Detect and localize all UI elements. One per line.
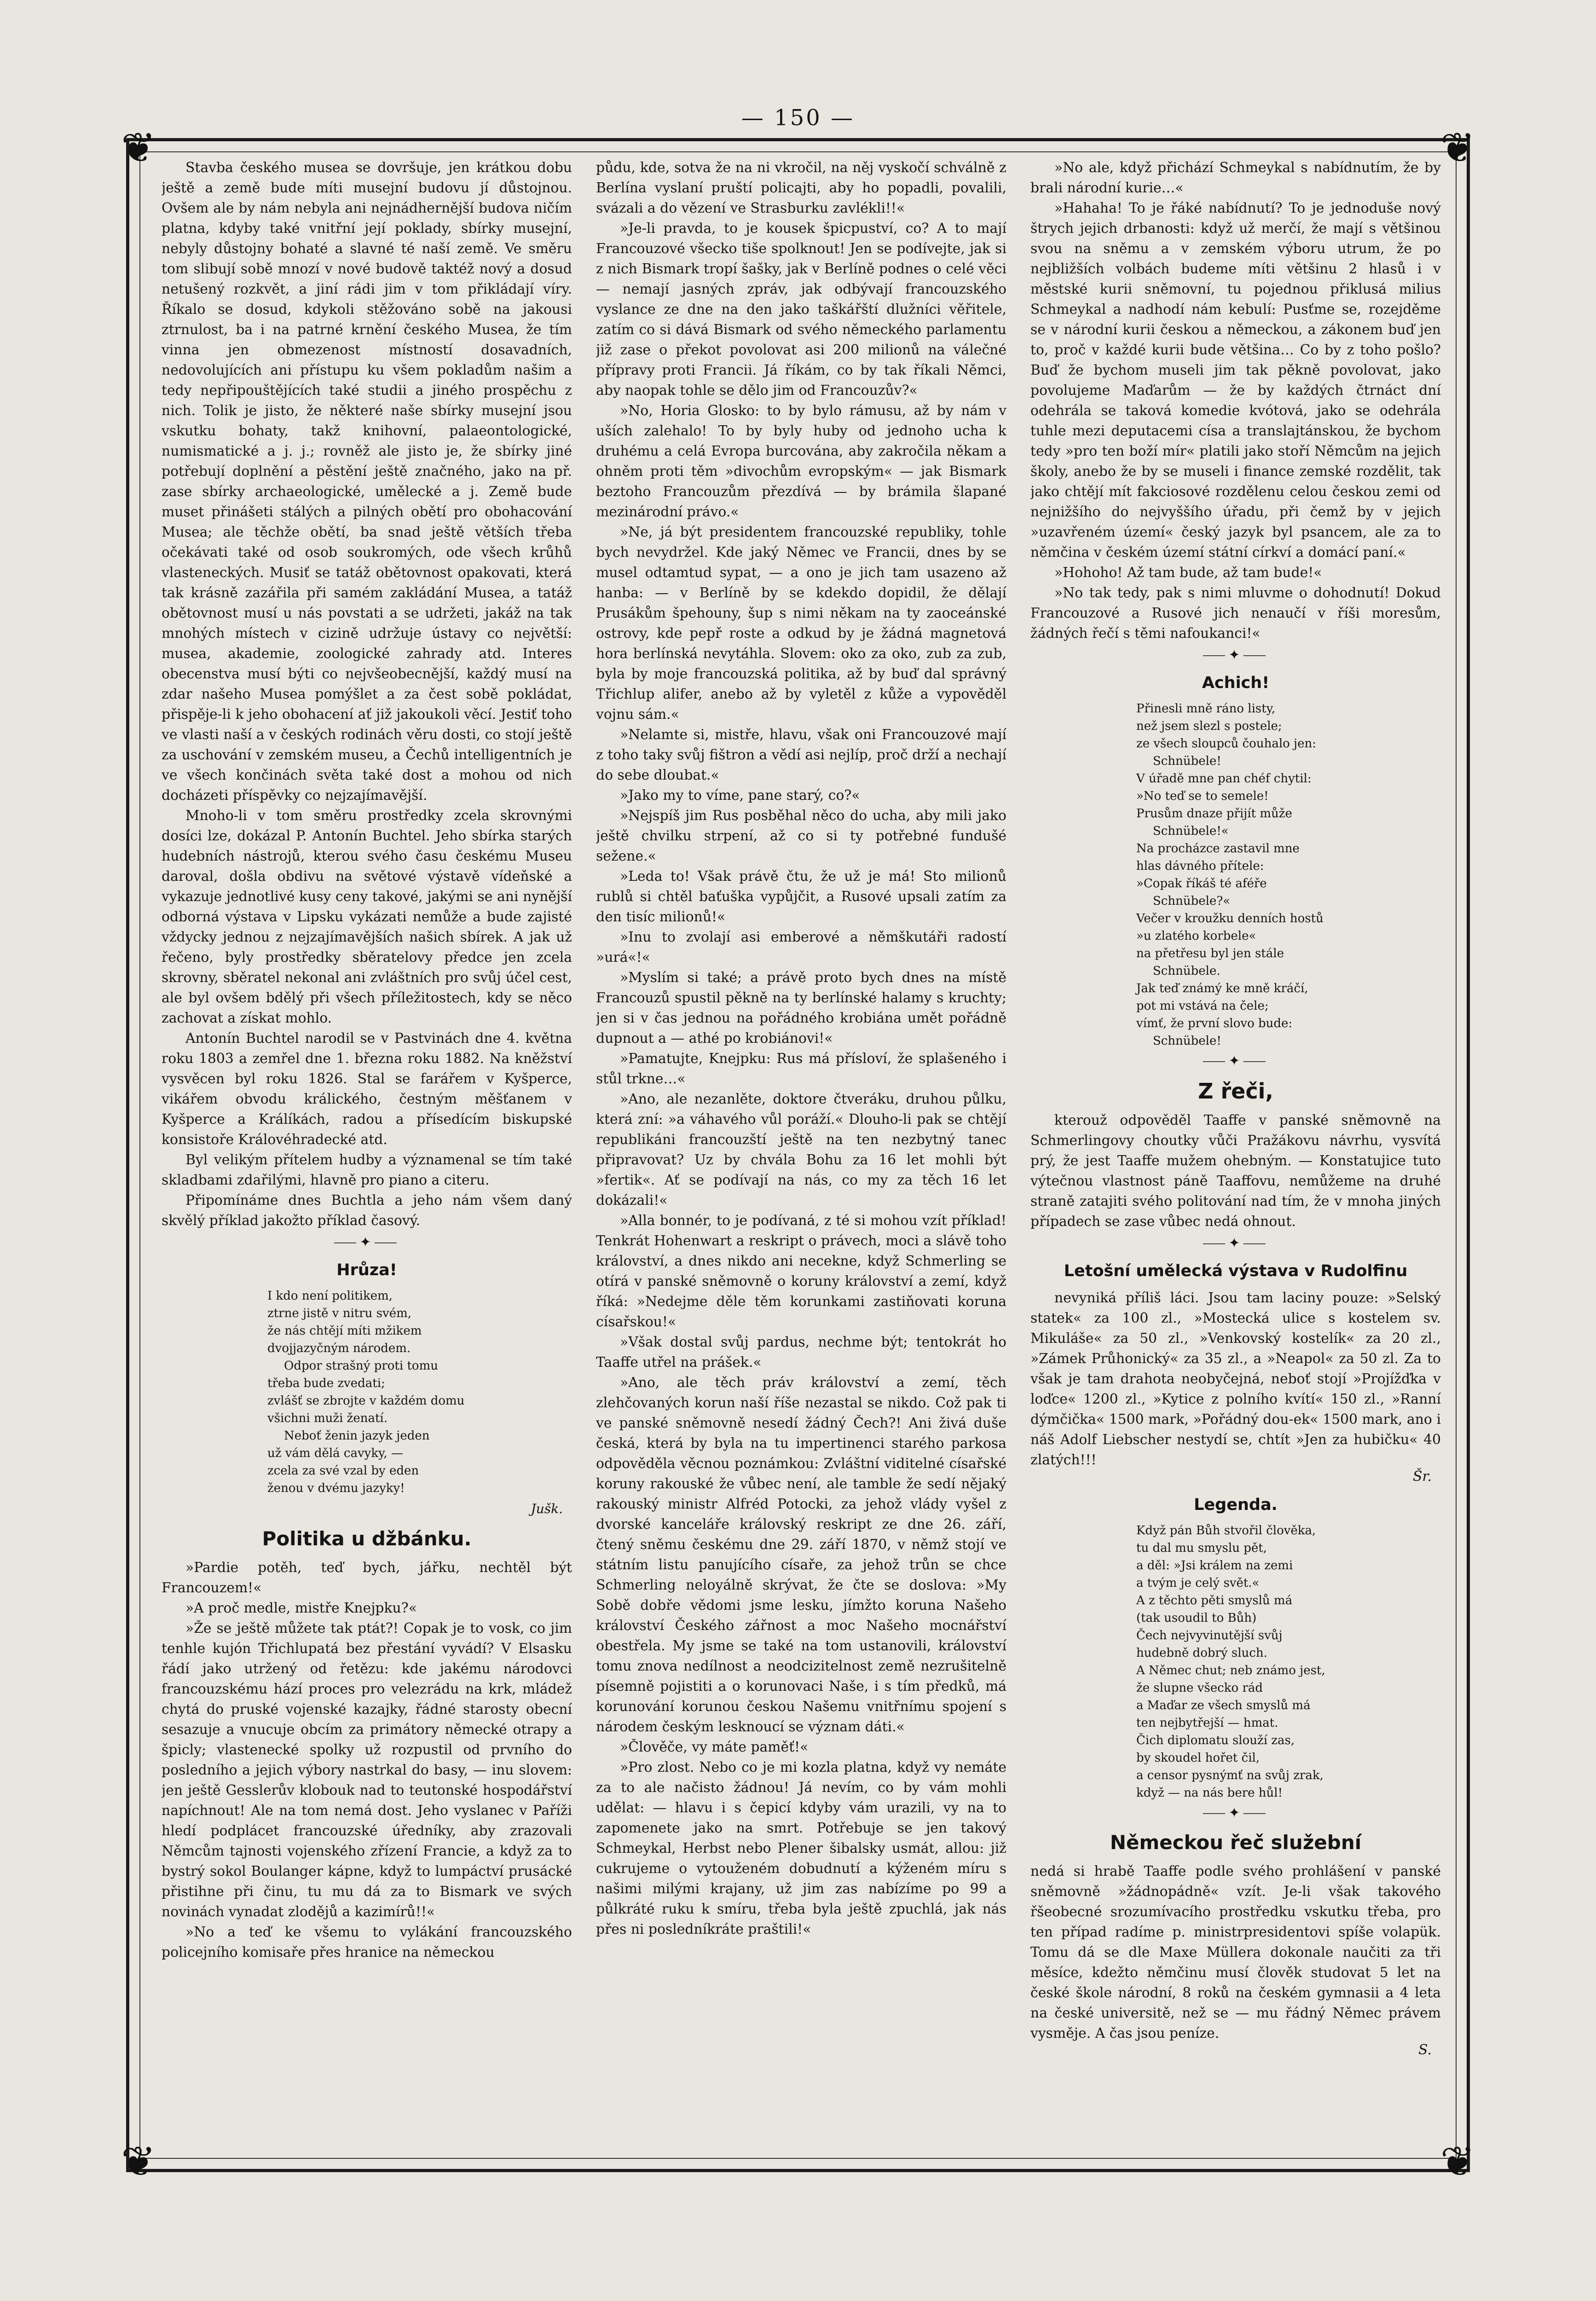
poem-line: ten nejbytřejší — hmat.	[1136, 1716, 1278, 1730]
museum-paragraph: Byl velikým přítelem hudby a významenal se tím také skladbami zdařilými, hlavně pro piano a citeru.	[162, 1152, 572, 1188]
poem-refrain: Schnübele?«	[1153, 894, 1231, 908]
poem-line: A z těchto pěti smyslů má	[1136, 1594, 1293, 1607]
poem-refrain: Schnübele!	[1153, 1034, 1221, 1048]
poem-line: třeba bude zvedati;	[267, 1376, 385, 1390]
dialogue-paragraph: »No ale, když přichází Schmeykal s nabídnutím, že by brali národní kurie…«	[1030, 160, 1441, 196]
poem-line: A Němec chut; neb známo jest,	[1136, 1664, 1325, 1677]
poem-line: Neboť ženin jazyk jeden	[284, 1429, 430, 1443]
poem-line: Jak teď známý ke mně kráčí,	[1136, 982, 1308, 995]
poem-title-achich: Achich!	[1202, 674, 1270, 692]
poem-line: Čech nejvyvinutější svůj	[1136, 1629, 1283, 1642]
poem-title-legenda: Legenda.	[1194, 1496, 1278, 1514]
poem-refrain: Schnübele.	[1153, 964, 1220, 978]
museum-paragraph: Antonín Buchtel narodil se v Pastvinách dne 4. května roku 1803 a zemřel dne 1. března roku 1882. Na kněžství vysvěcen byl roku 1826. Stal se farářem v Kyšperce, vikářem obvodu králického, čestným měšťanem v Kyšperce a Králíkách, radou a přísedícím biskupské konsistoře Královéhradecké atd.	[162, 1030, 572, 1148]
dialogue-paragraph: »Ano, ale těch práv království a zemí, těch zlehčovaných korun naší říše nezastal se nikdo. Což pak ti ve panské sněmovně nesedí žádný Čech?! Ani živá duše česká, která by byla na tu impertinenci starého parkosa odpověděla věcnou poznámkou: Zvláštní viditelné císařské koruny rakouské že vůbec není, ale tamble že sedí nějaký rakouský ministr Alfréd Potocki, za jehož vlády vyšel z dvorské kanceláře královský reskript ze dne 26. září, čtený sněmu českému dne 29. září 1870, v němž stojí ve státním listu panujícího císaře, za jehož trůn se chce Schmerling neloyálně skrývat, že čte se doslova: »My Sobě dobře vědomi jsme lesku, jímžto koruna Našeho království Českého zářnost a moc Našeho mocnářství obestřela. My jsme se také na tom ustanovili, království tomu znova nedílnost a neodcizitelnost země nezrušitelně písemně pojistiti a o korunovaci Naše, i s tím předků, má korunování korunou českou Našemu vnitřnímu spojení s národem českým lesknoucí se význam dáti.«	[596, 1375, 1006, 1735]
dialogue-paragraph: »Člověče, vy máte paměť!«	[620, 1739, 809, 1755]
poem-line: dvojjazyčným národem.	[267, 1341, 411, 1355]
poem-signature: Jušk.	[531, 1501, 563, 1516]
poem-line: V úřadě mne pan chéf chytil:	[1136, 772, 1312, 786]
poem-line: »No teď se to semele!	[1136, 789, 1269, 803]
corner-ornament-icon: ❦	[1440, 124, 1475, 172]
separator-ornament: ⸺✦⸺	[1202, 1805, 1269, 1821]
poem-line: všichni muži ženatí.	[267, 1411, 388, 1425]
article-paragraph: kterouž odpověděl Taaffe v panské sněmovně na Schmerlingovy choutky vůči Pražákovu návrhu, vysvítá prý, že jest Taaffe mužem ohebným. — Konstatujice tuto výtečnou vlastnost páně Taaffovu, nemůžeme na druhé straně zatajiti svého politování nad tím, že v mnoha jiných případech se zase vůbec nedá ohnout.	[1030, 1112, 1441, 1230]
poem-line: že nás chtějí míti mžikem	[267, 1324, 422, 1338]
dialogue-paragraph: půdu, kde, sotva že na ni vkročil, na něj vyskočí schválně z Berlína vyslaní pruští policajti, aby ho popadli, povalili, svázali a do vězení ve Strasburku zavlékli!!«	[596, 160, 1006, 216]
poem-refrain: Schnübele!«	[1153, 824, 1229, 838]
dialogue-paragraph: »Hahaha! To je řáké nabídnutí? To je jednoduše nový štrych jejich drbanosti: když už merčí, že mají s většinou svou na sněmu a v zemském výboru utrum, že po nejbližších volbách budeme míti většinu 2 hlasů i v městské kurii sněmovní, tu pojednou přiklusá milius Schmeykal a nadhodí nám kebulí: Pusťme se, rozejděme se v národní kurii českou a německou, a zákonem buď jen to, proč v každé kurii bude většina… Co by z toho pošlo? Buď že bychom museli jim tak pěkně povolovat, jako povolujeme Maďarům — že by každých čtrnáct dní odehrála se taková komedie kvótová, jako se odehrála tuhle mezi deputacemi císa a translajtánskou, že bychom tedy »pro ten boží mír« platili jako stoří Němcům na jejich školy, anebo že by se museli i finance zemské rozdělit, tak jako chtějí mít fakciosové rozdělenu celou českou zemi od nejnižšího do nejvyššího úřadu, při čemž by v jejich »uzavřeném území« český jazyk byl psancem, ale za to němčina v českém území státní církví a domácí paní.«	[1030, 200, 1441, 561]
poem-line: hudebně dobrý sluch.	[1136, 1646, 1267, 1660]
dialogue-paragraph: »Myslím si také; a právě proto bych dnes na místě Francouzů spustil pěkně na ty berlínské halamy s kruchty; jen si v čas jednou na pořádného krobiána umět pořádně dupnout a — athé po krobiánovi!«	[596, 970, 1006, 1046]
poem-line: Prusům dnaze přijít může	[1136, 807, 1292, 821]
dialogue-paragraph: »No a teď ke všemu to vylákání francouzského policejního komisaře přes hranice na německou	[162, 1924, 572, 1960]
dialogue-paragraph: »Hohoho! Až tam bude, až tam bude!«	[1054, 565, 1322, 581]
article-title-z-reci: Z řeči,	[1198, 1079, 1273, 1104]
poem-line: a Maďar ze všech smyslů má	[1136, 1699, 1311, 1712]
dialogue-paragraph: »Nelamte si, mistře, hlavu, však oni Francouzové mají z toho taky svůj fištron a vědí asi nejlíp, proč drží a nechají do sebe dloubat.«	[596, 727, 1006, 783]
museum-paragraph: Mnoho-li v tom směru prostředky zcela skrovnými dosíci lze, dokázal P. Antonín Buchtel. Jeho sbírka starých hudebních nástrojů, kterou svého času českému Museu daroval, došla obdivu na světové výstavě vídeňské a vykazuje jednotlivé kusy ceny takové, jakými se ani nynější odborná výstava v Lipsku vykázati nemůže a bude zajisté vždycky jednou z nejzajímavějších našich sbírek. A jak už řečeno, byly prostředky sběratelovy předce jen zcela skrovny, sběratel nekonal ani zvláštních pro svůj účel cest, ale byl ovšem bdělý při všech příležitostech, kdy se něco zachovat a získat mohlo.	[162, 808, 572, 1026]
dialogue-paragraph: »Že se ještě můžete tak ptát?! Copak je to vosk, co jim tenhle kujón Třichlupatá bez přestání vyvádí? V Elsasku řádí jako utržený od řetězu: kde jakému národovci francouzskému hází proces pro velezrádu na krk, mládež chytá do pruské vojenské kazajky, řádné starosty obecní sesazuje a vnucuje obcím za primátory německé otrapy a špicly; vlastenecké spolky už rozpustil od prvního do posledního a jejich výbory nastrkal do basy, — inu slovem: jen ještě Gesslerův klobouk nad to teutonské hospodářství napíchnout! Ale na tom nemá dost. Jeho vyslanec v Paříži hledí podplácet francouzské úředníky, aby zrazovali Němcům tajnosti vojenského zřízení Francie, a když za to bystrý sokol Boulanger kápne, když to lumpáctví prusácké přistihne při činu, tu mu dá za to Bismark ve svých novinách vynadat zlodějů a kazimírů!!«	[162, 1620, 572, 1920]
corner-ornament-icon: ❦	[121, 124, 156, 172]
article-title-nemecka-rec: Německou řeč služební	[1110, 1831, 1362, 1854]
poem-line: a tvým je celý svět.«	[1136, 1576, 1260, 1590]
poem-line: a censor pysnýmť na svůj zrak,	[1136, 1769, 1324, 1782]
poem-line: zcela za své vzal by eden	[267, 1464, 419, 1478]
columns	[162, 158, 1441, 2137]
page-number: — 150 —	[741, 105, 855, 131]
poem-line: ztrne jistě v nitru svém,	[267, 1307, 412, 1320]
poem-line: (tak usoudil to Bůh)	[1136, 1611, 1257, 1625]
poem-line: Když pán Bůh stvořil člověka,	[1136, 1524, 1316, 1538]
article-title-vystava: Letošní umělecká výstava v Rudolfinu	[1064, 1262, 1408, 1280]
dialogue-paragraph: »Leda to! Však právě čtu, že už je má! Sto milionů rublů si chtěl baťuška vypůjčit, a Rusové upsali zatím za den tisíc milionů!«	[596, 868, 1006, 925]
article-signature: S.	[1418, 2042, 1432, 2058]
separator-ornament: ⸺✦⸺	[1202, 1235, 1269, 1251]
article-title-politika: Politika u džbánku.	[262, 1527, 472, 1550]
dialogue-paragraph: »Pamatujte, Knejpku: Rus má přísloví, že splašeného i stůl trkne…«	[596, 1051, 1006, 1087]
separator-ornament: ⸺✦⸺	[333, 1234, 400, 1250]
dialogue-paragraph: »Pro zlost. Nebo co je mi kozla platna, když vy nemáte za to ale načisto žádnou! Já nevím, co by vám mohli udělat: — hlavu i s čepicí kdyby vám urazili, vy na to zapomenete jako na smrt. Potřebuje se jen takový Schmeykal, Herbst nebo Plener šibalsky usmát, allou: již cukrujeme o vytouženém dobudnutí a kýženém míru s našimi milými krajany, už jim zas nabízíme po 99 a půlkráté ruku k smíru, třeba byla ještě zpuchlá, jak nás přes ni posledníkráte praštili!«	[596, 1759, 1006, 1937]
poem-line: na přetřesu byl jen stále	[1136, 947, 1284, 960]
dialogue-paragraph: »Však dostal svůj pardus, nechme být; tentokrát ho Taaffe utřel na prášek.«	[596, 1334, 1006, 1370]
dialogue-paragraph: »Ano, ale nezanlěte, doktore čtveráku, druhou půlku, která zní: »a váhavého vůl poráží.« Dlouho-li pak se chtějí republikáni francouzští ještě na ten nezbytný tanec připravovat? Uz by chvála Bohu za 16 let mohli být »fertik«. Ať se podívají na nás, co my za těch 16 let dokázali!«	[596, 1091, 1006, 1208]
dialogue-paragraph: »No tak tedy, pak s nimi mluvme o dohodnutí! Dokud Francouzové a Rusové jich nenaučí v říši moresům, žádných řečí s těmi nafoukanci!«	[1030, 585, 1441, 642]
museum-paragraph: Stavba českého musea se dovršuje, jen krátkou dobu ještě a země bude míti musejní budovu jí důstojnou. Ovšem ale by nám nebyla ani nejnádhernější budova ničím platna, kdyby také vnitřní její poklady, sbírky musejní, nebyly důstojny bohaté a slavné té naší země. Ve směru tom slibují sobě mnozí v nové budově taktéž nový a dosud netušený rozkvět, a jiní rádi jim v tom přikládají víry. Říkalo se dosud, kdykoli stěžováno sobě na jakousi ztrnulost, ba i na patrné krnění českého Musea, že tím vinna jen obmezenost místností dosavadních, nedovolujících ani přístupu ku všem pokladům našim a tedy nepřipouštějících také studii a jiného prospěchu z nich. Tolik je jisto, že některé naše sbírky musejní jsou vskutku bohaty, takž knihovní, palaeontologické, numismatické a j. j.; rovněž ale jisto je, že sbírky jiné potřebují doplnění a pěstění ještě značného, jako na př. zase sbírky archaeologické, umělecké a j. Země bude muset přinášeti stálých a pilných obětí pro obohacování Musea; ale těchže obětí, ba snad ještě větších třeba očekávati také od osob soukromých, ode všech krůhů vlasteneckých. Musiť se tatáž obětovnost opakovati, která tak krásně zazářila při samém zakládání Musea, a tatáž obětovnost musí u nás povstati a se udržeti, jakáž na tak mnohých místech v cizině udržuje ústavy co největší: musea, akademie, zoologické zahrady atd. Interes obecenstva musí býti co nejvšeobecnější, každý musí na zdar našeho Musea pomýšlet a za čest sobě pokládat, přispěje-li k jeho obohacení ať již jakoukoli věcí. Jestiť toho ve vlasti naší a v českých rodinách věru dosti, co stojí ještě za uschování v zemském museu, a Čechů intelligentních je ve všech končinách světa také dost a mohou od nich docházeti příspěvky co nejzajímavější.	[162, 160, 572, 804]
poem-line: pot mi vstává na čele;	[1136, 999, 1269, 1013]
poem-line: že slupne všecko rád	[1136, 1681, 1263, 1695]
poem-line: by skoudel hořet čil,	[1136, 1751, 1260, 1765]
corner-ornament-icon: ❦	[121, 2138, 156, 2186]
dialogue-paragraph: »Alla bonnér, to je podívaná, z té si mohou vzít příklad! Tenkrát Hohenwart a reskript o právech, moci a slávě toho království, a dnes nikdo ani necekne, když Schmerling se otírá v panské sněmovně o koruny království a zemí, když říká: »Nedejme děle těm korunkami zastiňovati koruna císařskou!«	[596, 1213, 1006, 1330]
poem-line: I kdo není politikem,	[267, 1289, 393, 1303]
poem-line: Čich diplomatu slouží zas,	[1136, 1734, 1295, 1747]
poem-line: »u zlatého korbele«	[1136, 929, 1256, 943]
poem-line: když — na nás bere hůl!	[1136, 1786, 1283, 1800]
corner-ornament-icon: ❦	[1440, 2138, 1475, 2186]
separator-ornament: ⸺✦⸺	[1202, 647, 1269, 663]
dialogue-paragraph: »A proč medle, mistře Knejpku?«	[185, 1600, 417, 1616]
dialogue-paragraph: »Jako my to víme, pane starý, co?«	[620, 787, 860, 804]
poem-line: Na procházce zastavil mne	[1136, 842, 1300, 856]
separator-ornament: ⸺✦⸺	[1202, 1053, 1269, 1069]
column-2	[596, 158, 1006, 2137]
poem-title-hruza: Hrůza!	[336, 1261, 397, 1279]
poem-legenda	[1136, 1522, 1441, 1802]
poem-line: a děl: »Jsi králem na zemi	[1136, 1559, 1293, 1573]
poem-line: už vám dělá cavyky, —	[267, 1446, 403, 1460]
dialogue-paragraph: »Inu to zvolají asi emberové a němškutáři radostí »urá«!«	[596, 929, 1006, 965]
poem-achich	[1136, 700, 1441, 1050]
dialogue-paragraph: »No, Horia Glosko: to by bylo rámusu, až by nám v uších zalehalo! To by byly huby od jednoho ucha k druhému a celá Evropa burcována, aby zakročila někam a ohněm proti těm »divochům evropským« — jak Bismark beztoho Francouzům přezdívá — by brámila šlapané mezinárodní právo.«	[596, 403, 1006, 520]
poem-line: ženou v dvému jazyky!	[267, 1481, 405, 1495]
column-1	[162, 158, 572, 2137]
article-signature: Šr.	[1412, 1468, 1432, 1485]
poem-hruza	[267, 1287, 572, 1497]
poem-line: tu dal mu smyslu pět,	[1136, 1541, 1267, 1555]
dialogue-paragraph: »Ne, já být presidentem francouzské republiky, tohle bych nevydržel. Kde jaký Němec ve Francii, dnes by se musel odtamtud sypat, — a ono je jich tam usazeno až hanba: — v Berlíně by se kdekdo dopidil, že dělají Prusákům špehouny, šup s nimi někam na ty zaoceánské ostrovy, kde pepř roste a odkud by je žádná magnetová hora berlínská nevytáhla. Slovem: oko za oko, zub za zub, byla by moje francouzská politika, až by buď dal správný Třichlup alifer, anebo až by vyletěl z kůže a vypověděl vojnu sám.«	[596, 524, 1006, 723]
museum-paragraph: Připomínáme dnes Buchtla a jeho nám všem daný skvělý příklad jakožto příklad časový.	[162, 1192, 572, 1229]
poem-line: Odpor strašný proti tomu	[284, 1359, 438, 1373]
poem-line: »Copak říkáš té aféře	[1136, 877, 1267, 890]
dialogue-paragraph: »Nejspíš jim Rus posběhal něco do ucha, aby mili jako ještě chvilku strpení, až co si ty potřebné fundušé sežene.«	[596, 808, 1006, 864]
poem-line: vímť, že první slovo bude:	[1136, 1017, 1293, 1030]
dialogue-paragraph: »Pardie potěh, teď bych, jářku, nechtěl být Francouzem!«	[162, 1560, 572, 1596]
dialogue-paragraph: »Je-li pravda, to je kousek špicpuství, co? A to mají Francouzové všecko tiše spolknout! Jen se podívejte, jak si z nich Bismark tropí šašky, jak v Berlíně podnes o celé věci — nemají jasných zpráv, jak odbývají francouzského vyslance ze dne na den jako taškářští dlužníci věřitele, zatím co si dává Bismark od svého německého parlamentu již zase o překot povolovat asi 200 milionů na válečné přípravy proti Francii. Já říkám, co by tak říkali Němci, aby naopak tohle se dělo jim od Francouzův?«	[596, 220, 1006, 399]
poem-line: zvlášť se zbrojte v každém domu	[267, 1394, 465, 1408]
poem-line: než jsem slezl s postele;	[1136, 719, 1282, 733]
article-paragraph: nedá si hrabě Taaffe podle svého prohlášení v panské sněmovně »žádnopádně« vzít. Je-li však takového řšeobecné srozumívacího prostředku vskutku třeba, pro ten případ radíme p. ministrpresidentovi spíše volapük. Tomu dá se dle Maxe Müllera dokonale naučiti za tři měsíce, kdežto němčinu musí člověk studovat 5 let na české škole národní, 8 roků na českém gymnasii a 4 leta na české universitě, než se — mu řádný Němec právem vysměje. A čas jsou peníze.	[1030, 1863, 1441, 2041]
page-frame	[121, 124, 1475, 2186]
poem-refrain: Schnübele!	[1153, 754, 1221, 768]
poem-line: Večer v kroužku denních hostů	[1136, 912, 1324, 925]
poem-line: Přinesli mně ráno listy,	[1136, 702, 1276, 716]
column-3	[1030, 158, 1441, 2137]
article-paragraph: nevyniká příliš láci. Jsou tam laciny pouze: »Selský statek« za 100 zl., »Mostecká ulice s kostelem sv. Mikuláše« za 50 zl., »Venkovský kostelík« za 20 zl., »Zámek Průhonický« za 35 zl., a »Neapol« za 50 zl. Za to však je tam drahota neobyčejná, neboť stojí »Projížďka v loďce« 1200 zl., »Kytice z polního kvítí« 150 zl., »Ranní dýmčička« 1500 mark, »Pořádný dou‑ek« 1500 mark, ano i náš Adolf Liebscher nestydí se, chtít »Jen za hubičku« 40 zlatých!!!	[1030, 1290, 1441, 1468]
poem-line: hlas dávného přítele:	[1136, 859, 1264, 873]
poem-line: ze všech sloupců čouhalo jen:	[1136, 737, 1317, 751]
